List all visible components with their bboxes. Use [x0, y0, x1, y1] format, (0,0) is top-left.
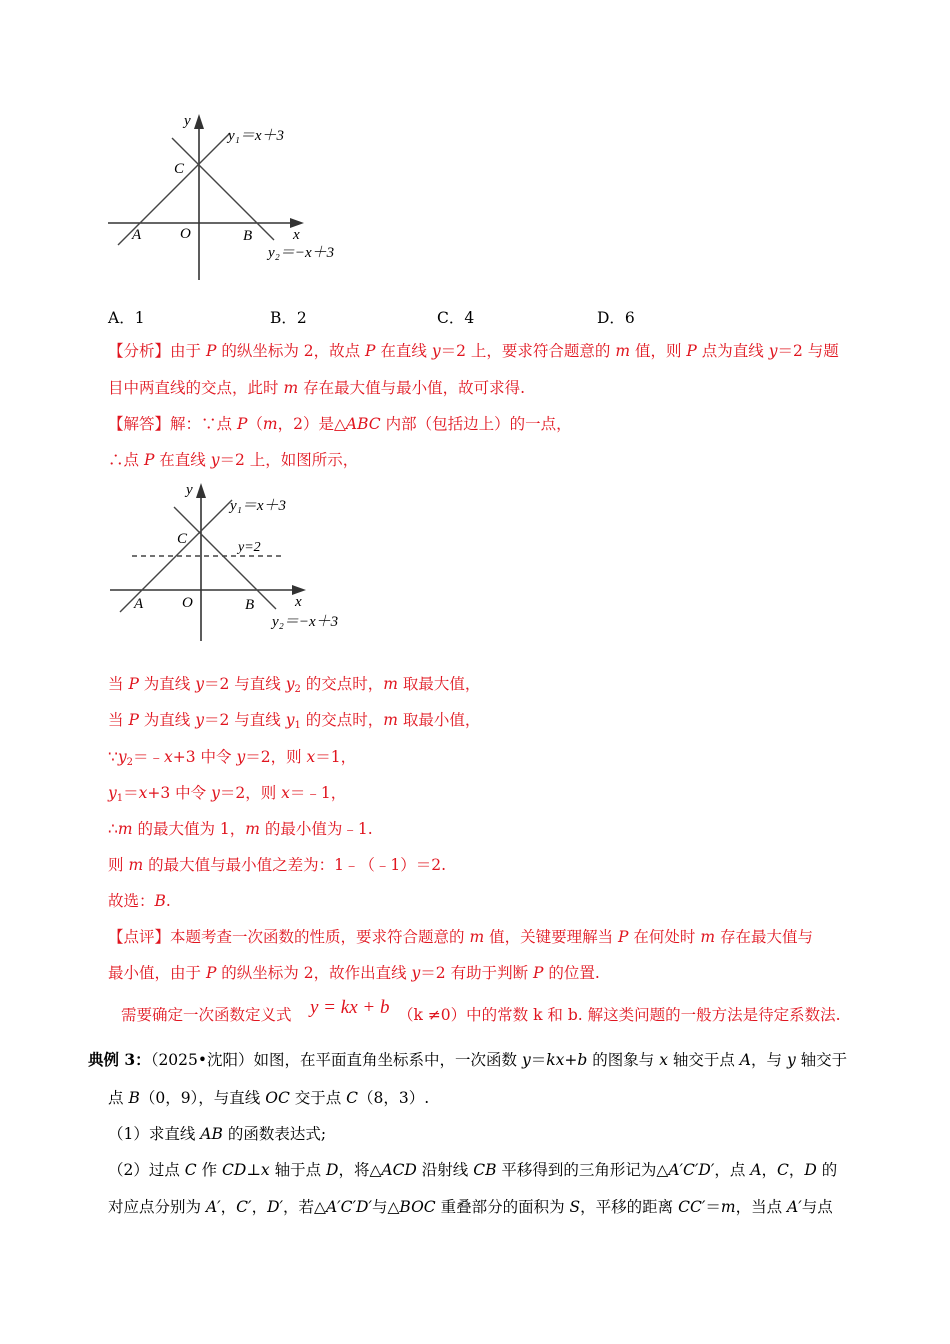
review-tag: 【点评】 — [108, 928, 171, 946]
answer-line-1: 【解答】解：∵点 P（m，2）是△ABC 内部（包括边上）的一点， — [108, 415, 572, 433]
step-1: 当 P 为直线 y＝2 与直线 $y_2$ 的交点时，m 取最大值， — [108, 675, 481, 695]
axis-label-y: y — [184, 113, 191, 129]
axis-label-x: x — [293, 227, 300, 243]
example3-line-2: 点 B（0，9），与直线 OC 交于点 C（8，3）. — [108, 1089, 430, 1107]
example3-tag: 典例 3： — [88, 1050, 151, 1069]
point-b: B — [243, 228, 253, 244]
point-c: C — [174, 161, 185, 177]
line-y2 — [174, 507, 276, 609]
y-axis-arrow — [196, 483, 206, 498]
figure-2-graph — [102, 475, 392, 645]
figure-1-graph — [100, 105, 390, 285]
note-line: 需要确定一次函数定义式 — [121, 1006, 292, 1024]
step-7: 故选：B. — [108, 892, 171, 910]
analysis-line-2: 目中两直线的交点，此时 m 存在最大值与最小值，故可求得. — [108, 379, 525, 397]
step-6: 则 m 的最大值与最小值之差为：1﹣（﹣1）＝2. — [108, 856, 447, 874]
step-3: $\because y_2=﹣x+3$ 中令 y＝2，则 x＝1， — [108, 748, 357, 768]
review-line-2: 最小值，由于 P 的纵坐标为 2，故作出直线 y＝2 有助于判断 P 的位置. — [108, 964, 600, 982]
step-2: 当 P 为直线 y＝2 与直线 $y_1$ 的交点时，m 取最小值， — [108, 711, 481, 731]
answer-line-2: ∴点 P 在直线 y＝2 上，如图所示， — [108, 451, 359, 469]
example3-question-2: （2）过点 C 作 CD⊥x 轴于点 D，将△ACD 沿射线 CB 平移得到的三角形记为△A′C′D′，点 A，C，D 的 — [108, 1161, 838, 1179]
example3-question-1: （1）求直线 AB 的函数表达式; — [108, 1125, 327, 1143]
review-line-1: 【点评】本题考查一次函数的性质，要求符合题意的 m 值，关键要理解当 P 在何处时 m 存在最大值与 — [108, 928, 813, 946]
axis-label-y: y — [186, 482, 193, 498]
point-b: B — [245, 597, 255, 613]
option-b[interactable]: B．2 — [270, 309, 307, 327]
line-y2 — [172, 138, 274, 240]
step-4: $y_1=x+3$ 中令 y＝2，则 x＝﹣1， — [108, 784, 347, 804]
option-a[interactable]: A．1 — [108, 309, 145, 327]
analysis-line-1: 【分析】由于 P 的纵坐标为 2，故点 P 在直线 y＝2 上，要求符合题意的 m 值，则 P 点为直线 y＝2 与题 — [108, 342, 839, 360]
point-a: A — [132, 227, 142, 243]
example3-question-2-cont: 对应点分别为 A′，C′，D′，若△A′C′D′与△BOC 重叠部分的面积为 S，平移的距离 CC′＝m，当点 A′与点 — [108, 1198, 833, 1216]
note-line-post: （k ≠0）中的常数 k 和 b. 解这类问题的一般方法是待定系数法. — [398, 1006, 841, 1024]
step-5: ∴m 的最大值为 1，m 的最小值为﹣1. — [108, 820, 373, 838]
point-c: C — [177, 531, 188, 547]
label-y1: y₁＝x＋3 — [228, 128, 285, 144]
option-d[interactable]: D．6 — [597, 309, 635, 327]
option-c[interactable]: C．4 — [437, 309, 475, 327]
point-o: O — [182, 595, 193, 611]
answer-tag: 【解答】 — [108, 415, 171, 433]
axis-label-x: x — [295, 594, 302, 610]
label-y2: y₂＝−x＋3 — [268, 245, 335, 261]
point-o: O — [180, 226, 191, 242]
label-y2: y₂＝−x＋3 — [272, 614, 339, 630]
y-axis-arrow — [194, 114, 204, 129]
label-y1: y₁＝x＋3 — [230, 498, 287, 514]
analysis-tag: 【分析】 — [108, 342, 171, 360]
label-dash: y=2 — [238, 540, 261, 555]
point-a: A — [134, 596, 144, 612]
example3-line-1: 典例 3：（2025•沈阳）如图，在平面直角坐标系中，一次函数 y＝kx+b 的图象与 x 轴交于点 A，与 y 轴交于 — [88, 1050, 848, 1069]
note-formula: y = kx + b — [310, 997, 390, 1018]
